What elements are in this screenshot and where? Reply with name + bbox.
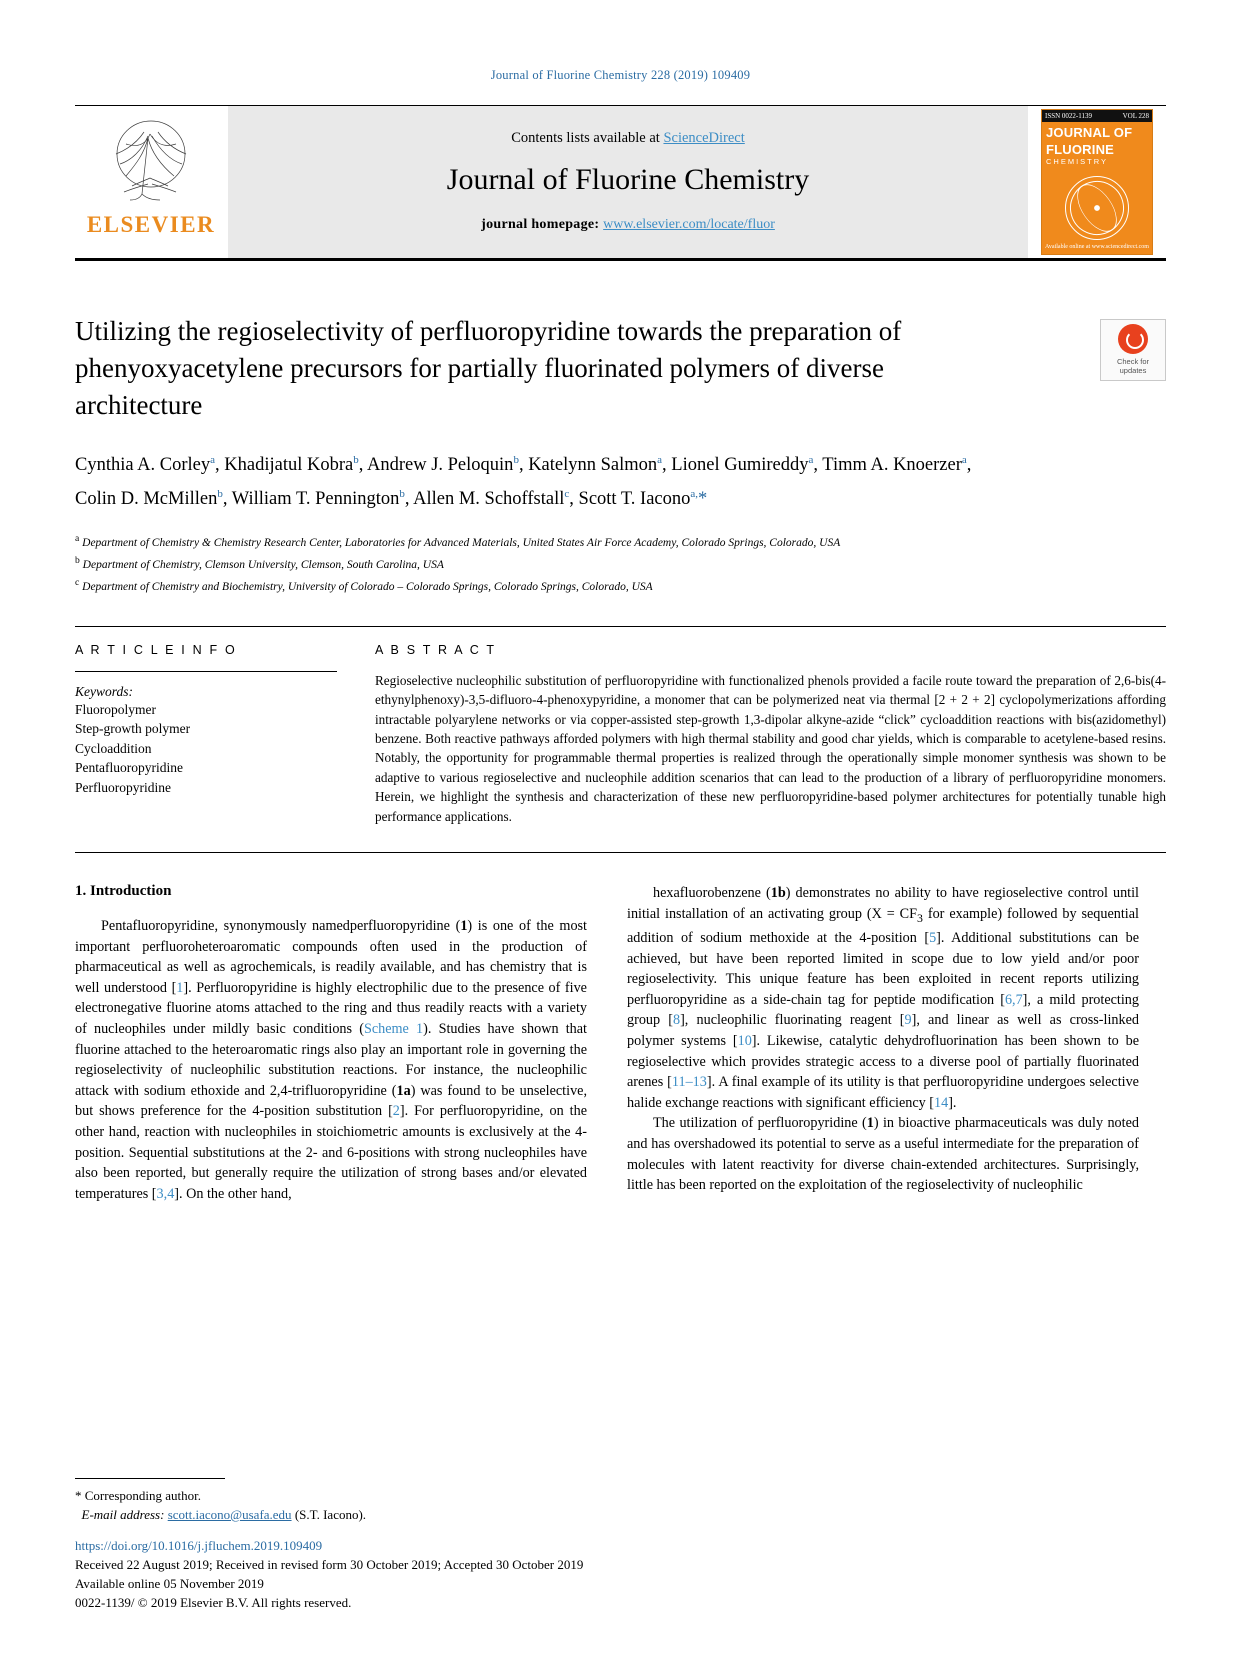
keyword-item: Fluoropolymer: [75, 701, 156, 717]
abstract-column: [375, 643, 1166, 826]
affiliation-a: $^a$ Department of Chemistry & Chemistry Research Center, Laboratories for Advanced Materials, United States Air Force Academy, Colorado Springs, Colorado, USA: [75, 533, 841, 550]
crossmark-icon: [1118, 324, 1148, 354]
keywords-title: Keywords:: [75, 683, 133, 699]
abstract-text: Regioselective nucleophilic substitution of perfluoropyridine with functionalized phenols provided a facile route toward the preparation of 2,6-bis(4-ethynylphenoxy)-3,5-difluoro-4-phenoxypyridine, a monomer that can be polymerized neat via thermal [2 + 2 + 2] cyclopolymerizations affording intractable polyarylene networks or via copper-assisted step-growth 1,3-dipolar alkyne-azide “click” cycloaddition reactions with bis(azidomethyl) benzene. Both reactive pathways afforded polymers with high thermal stability and good char yields, which is comparable to acetylene-based resins. Notably, the opportunity for programmable thermal properties is realized through the operationally simple monomer synthesis was shown to be adaptive to various regioselective and nucleophile addition scenarios that can lead to the production of a library of perfluoropyridine monomers. Herein, we highlight the synthesis and characterization of these new perfluoropyridine-based polymer architectures for potentially tunable high performance applications.: [375, 672, 1166, 824]
cover-title-line2: FLUORINE: [1046, 142, 1115, 157]
running-head: Journal of Fluorine Chemistry 228 (2019) 109409: [490, 68, 751, 82]
paragraph: Pentafluoropyridine, synonymously namedperfluoropyridine (1) is one of the most important perfluoroheteroaromatic compounds often used in the production of pharmaceutical as well as agrochemicals, is readily available, and has chemistry that is well understood [1]. Perfluoropyridine is highly electrophilic due to the presence of five electronegative fluorine atoms attached to the ring and thus readily reacts with a variety of nucleophiles under mildly basic conditions (Scheme 1). Studies have shown that fluorine attached to the heteroaromatic rings also play an important role in governing the regioselectivity of nucleophilic substitution reactions. For instance, the nucleophilic attack with sodium ethoxide and 2,4-trifluoropyridine (1a) was found to be unselective, but shows preference for the 4-position substitution [2]. For perfluoropyridine, on the other hand, reaction with nucleophiles in stoichiometric amounts is exclusively at the 4-position. Sequential substitutions at the 2- and 6-positions with strong nucleophiles have also been reported, but generally require the utilization of strong bases and/or elevated temperatures [3,4]. On the other hand,: [75, 918, 588, 1202]
body-divider: [75, 852, 1166, 853]
keywords-divider: [75, 671, 337, 672]
contents-prefix: Contents lists available at: [511, 129, 664, 146]
right-column: [627, 883, 1139, 1204]
doi-link[interactable]: https://doi.org/10.1016/j.jfluchem.2019.109409: [75, 1538, 323, 1553]
abstract-heading: A B S T R A C T: [375, 642, 497, 657]
affiliation-b: $^b$ Department of Chemistry, Clemson University, Clemson, South Carolina, USA: [75, 555, 444, 571]
left-column: [75, 883, 587, 1204]
email-suffix: (S.T. Iacono).: [294, 1507, 367, 1522]
affiliations: [75, 530, 1166, 595]
cover-atom-icon: [1065, 176, 1129, 240]
keyword-item: Pentafluoropyridine: [75, 760, 183, 776]
page-footer: [75, 1478, 595, 1612]
homepage-label: journal homepage:: [481, 216, 604, 232]
contents-available-line: [511, 130, 745, 147]
available-online-date: Available online 05 November 2019: [75, 1576, 264, 1591]
keyword-item: Cycloaddition: [75, 740, 152, 756]
cover-top-bar: [1042, 110, 1152, 122]
email-line: [75, 1505, 595, 1524]
received-dates: Received 22 August 2019; Received in revised form 30 October 2019; Accepted 30 October 2019: [75, 1557, 584, 1572]
keyword-item: Step-growth polymer: [75, 721, 191, 737]
corresponding-email-link[interactable]: scott.iacono@usafa.edu: [167, 1507, 292, 1522]
masthead-bottom-rule: [75, 258, 1166, 261]
cover-volume: VOL 228: [1122, 112, 1149, 120]
elsevier-logo-block: [75, 106, 227, 258]
crossmark-check-for-updates-badge[interactable]: [1100, 319, 1166, 381]
paragraph: hexafluorobenzene (1b) demonstrates no ability to have regioselective control until initial installation of an activating group ($X = CF_3$ for example) followed by sequential addition of sodium methoxide at the 4-position [5]. Additional substitutions can be achieved, but have been reported limited in scope due to low yield and/or poor regioselectivity. This unique feature has been exploited in recent reports utilizing perfluoropyridine as a side-chain tag for peptide modification [6,7], a mild protecting group [8], nucleophilic fluorinating reagent [9], and linear as well as cross-linked polymer systems [10]. Likewise, catalytic dehydrofluorination has been shown to be regioselective which provides strategic access to a diverse pool of partially fluorinated arenes [11–13]. A final example of its utility is that perfluoropyridine undergoes selective halide exchange reactions with significant efficiency [14].: [627, 885, 1139, 1111]
paragraph: The utilization of perfluoropyridine (1) in bioactive pharmaceuticals was duly noted and has overshadowed its potential to serve as a useful intermediate for the preparation of molecules with latent reactivity for diverse chain-extended architectures. Surprisingly, little has been reported on the exploitation of the regioselectivity of nucleophilic: [627, 1115, 1139, 1194]
author-list: Cynthia A. Corley$^a$, Khadijatul Kobra$^b$, Andrew J. Peloquin$^b$, Katelynn Salmon$^a$, Lionel Gumireddy$^a$, Timm A. Knoerzer$^a$, Colin D. McMillen$^b$, William T. Pennington$^b$, Allen M. Schoffstall$^c$, Scott T. Iacono$^{a,}$*: [75, 454, 972, 510]
journal-masthead: [75, 105, 1166, 258]
sciencedirect-link[interactable]: ScienceDirect: [663, 129, 745, 146]
article-info-column: [75, 643, 337, 826]
elsevier-wordmark: ELSEVIER: [86, 212, 216, 237]
corresponding-author-note: * Corresponding author.: [75, 1488, 202, 1503]
cover-title-line1: JOURNAL OF: [1046, 125, 1133, 140]
title-block: [75, 313, 1166, 424]
keyword-item: Perfluoropyridine: [75, 779, 171, 795]
section-heading-introduction: 1. Introduction: [75, 883, 172, 900]
info-abstract-row: [75, 626, 1166, 826]
journal-info-block: [227, 106, 1028, 258]
cover-bottom-text: Available online at www.sciencedirect.com: [1045, 244, 1149, 250]
journal-homepage-link[interactable]: www.elsevier.com/locate/fluor: [603, 216, 775, 232]
copyright-line: 0022-1139/ © 2019 Elsevier B.V. All rights reserved.: [75, 1595, 352, 1610]
cover-issn: ISSN 0022-1139: [1045, 112, 1092, 120]
elsevier-tree-icon: [96, 114, 206, 210]
journal-title: Journal of Fluorine Chemistry: [446, 162, 810, 196]
journal-cover-image: [1041, 109, 1153, 255]
article-info-heading: A R T I C L E I N F O: [75, 642, 237, 657]
email-label: E-mail address:: [81, 1507, 165, 1522]
affiliation-c: $^c$ Department of Chemistry and Biochemistry, University of Colorado – Colorado Springs, Colorado Springs, Colorado, USA: [75, 576, 653, 593]
page-title: Utilizing the regioselectivity of perfluoropyridine towards the preparation of phenyoxyacetylene precursors for partially fluorinated polymers of diverse architecture: [75, 316, 902, 420]
journal-cover-block: [1028, 106, 1166, 258]
cover-subtitle: CHEMISTRY: [1046, 157, 1109, 166]
journal-homepage-line: [481, 217, 775, 233]
crossmark-label: Check for updates: [1116, 357, 1150, 375]
footnote-divider: [75, 1478, 225, 1479]
body-columns: [75, 883, 1166, 1204]
